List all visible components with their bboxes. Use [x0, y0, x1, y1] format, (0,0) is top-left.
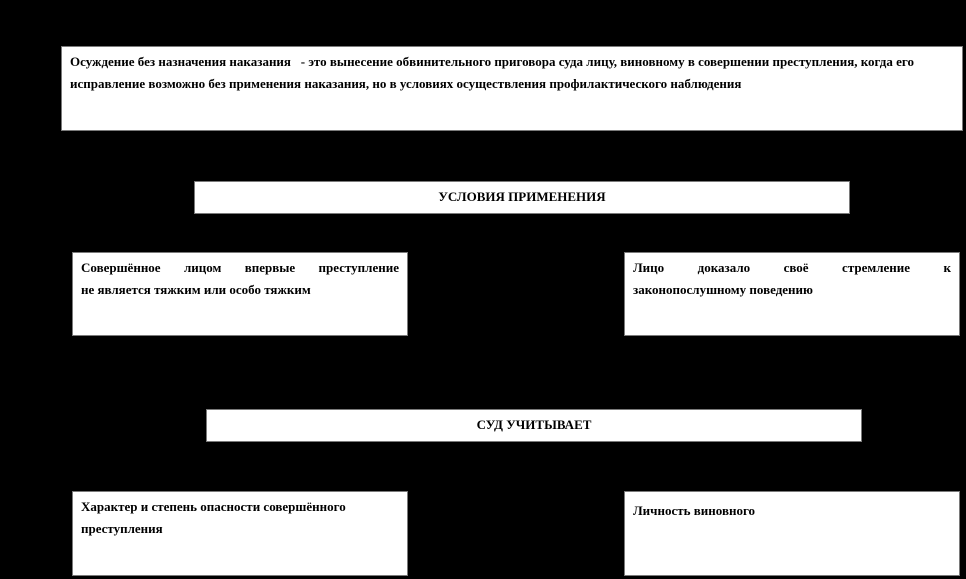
condition-first-offense-box	[72, 252, 408, 336]
court-factor-crime-nature-text: Характер и степень опасности совершённого преступления	[81, 499, 346, 536]
conditions-header	[194, 181, 850, 214]
court-factor-offender-personality-box	[624, 491, 960, 576]
court-considers-header	[206, 409, 862, 442]
court-considers-title: СУД УЧИТЫВАЕТ	[476, 417, 592, 432]
court-factor-offender-personality-text: Личность виновного	[633, 503, 756, 518]
condition-first-offense-line1: Совершённое лицом впервые преступление	[81, 260, 399, 275]
definition-box	[61, 46, 963, 131]
condition-lawful-behavior-box	[624, 252, 960, 336]
definition-term: Осуждение без назначения наказания	[70, 54, 291, 69]
condition-lawful-behavior-line1: Лицо доказало своё стремление к	[633, 260, 951, 275]
court-factor-crime-nature-box	[72, 491, 408, 576]
definition-text: это вынесение обвинительного приговора суда лицу, виновному в совершении преступления, когда его исправление возможно без применения наказания, но в условиях осуществления профилактического наблюдения	[70, 54, 914, 91]
condition-lawful-behavior-line2: законопослушному поведению	[633, 282, 813, 297]
conditions-title: УСЛОВИЯ ПРИМЕНЕНИЯ	[438, 189, 606, 204]
definition-separator: -	[290, 54, 309, 69]
condition-first-offense-line2: не является тяжким или особо тяжким	[81, 282, 311, 297]
